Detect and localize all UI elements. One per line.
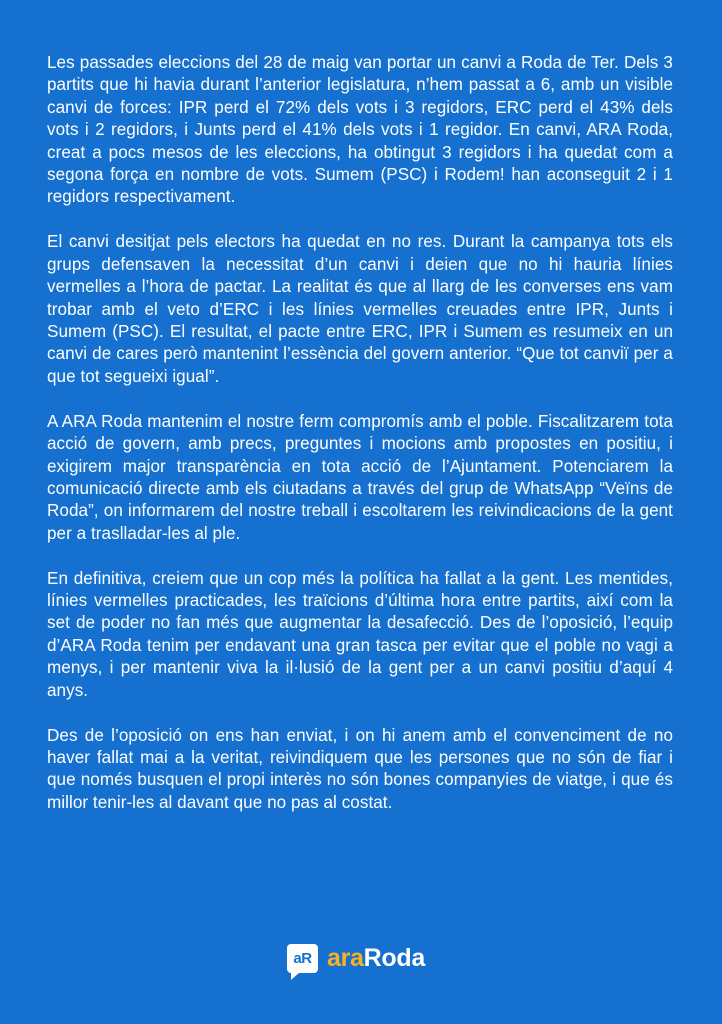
logo-word-roda: Roda bbox=[363, 943, 425, 972]
article-body bbox=[47, 52, 673, 837]
logo-wordmark bbox=[327, 943, 425, 972]
logo-word-ara: ara bbox=[327, 943, 364, 972]
speech-bubble-logo-icon: aR bbox=[287, 944, 318, 973]
paragraph-desired-change: El canvi desitjat pels electors ha quedat en no res. Durant la campanya tots els grups defensaven la necessitat d’un canvi i deien que no hi hauria línies vermelles a l’hora de pactar. La realitat és que al llarg de les converses ens vam trobar amb el veto d’ERC i les línies vermelles creuades entre IPR, Junts i Sumem (PSC). El resultat, el pacte entre ERC, IPR i Sumem es resumeix en un canvi de cares però mantenint l’essència del govern anterior. “Que tot canviï per a que tot segueixi igual”. bbox=[47, 232, 673, 386]
paragraph-opposition: Des de l’oposició on ens han enviat, i on hi anem amb el convenciment de no haver fallat mai a la veritat, reivindiquem que les persones que no són de fiar i que només busquen el propi interès no són bones companyies de viatge, i que és millor tenir-les al davant que no pas al costat. bbox=[47, 725, 673, 812]
paragraph-commitment: A ARA Roda mantenim el nostre ferm compromís amb el poble. Fiscalitzarem tota acció de govern, amb precs, preguntes i mocions amb propostes en positiu, i exigirem major transparència en tota acció de l’Ajuntament. Potenciarem la comunicació directe amb els ciutadans a través del grup de WhatsApp “Veïns de Roda”, on informarem del nostre treball i escoltarem les reivindicacions de la gent per a traslladar-les al ple. bbox=[47, 411, 673, 543]
paragraph-election-results: Les passades eleccions del 28 de maig van portar un canvi a Roda de Ter. Dels 3 partits que hi havia durant l’anterior legislatura, n’hem passat a 6, amb un visible canvi de forces: IPR perd el 72% dels vots i 3 regidors, ERC perd el 43% dels vots i 2 regidors, i Junts perd el 41% dels vots i 1 regidor. En canvi, ARA Roda, creat a pocs mesos de les eleccions, ha obtingut 3 regidors i ha quedat com a segona força en nombre de vots. Sumem (PSC) i Rodem! han aconseguit 2 i 1 regidors respectivament. bbox=[47, 53, 673, 207]
paragraph-conclusion: En definitiva, creiem que un cop més la política ha fallat a la gent. Les mentides, línies vermelles practicades, les traïcions d’última hora entre partits, així com la set de poder no fan més que augmentar la desafecció. Des de l’oposició, l’equip d’ARA Roda tenim per endavant una gran tasca per evitar que el poble no vagi a menys, i per mantenir viva la il·lusió de la gent per a un canvi positiu d’aquí 4 anys. bbox=[47, 568, 673, 700]
ara-roda-logo bbox=[287, 938, 425, 978]
